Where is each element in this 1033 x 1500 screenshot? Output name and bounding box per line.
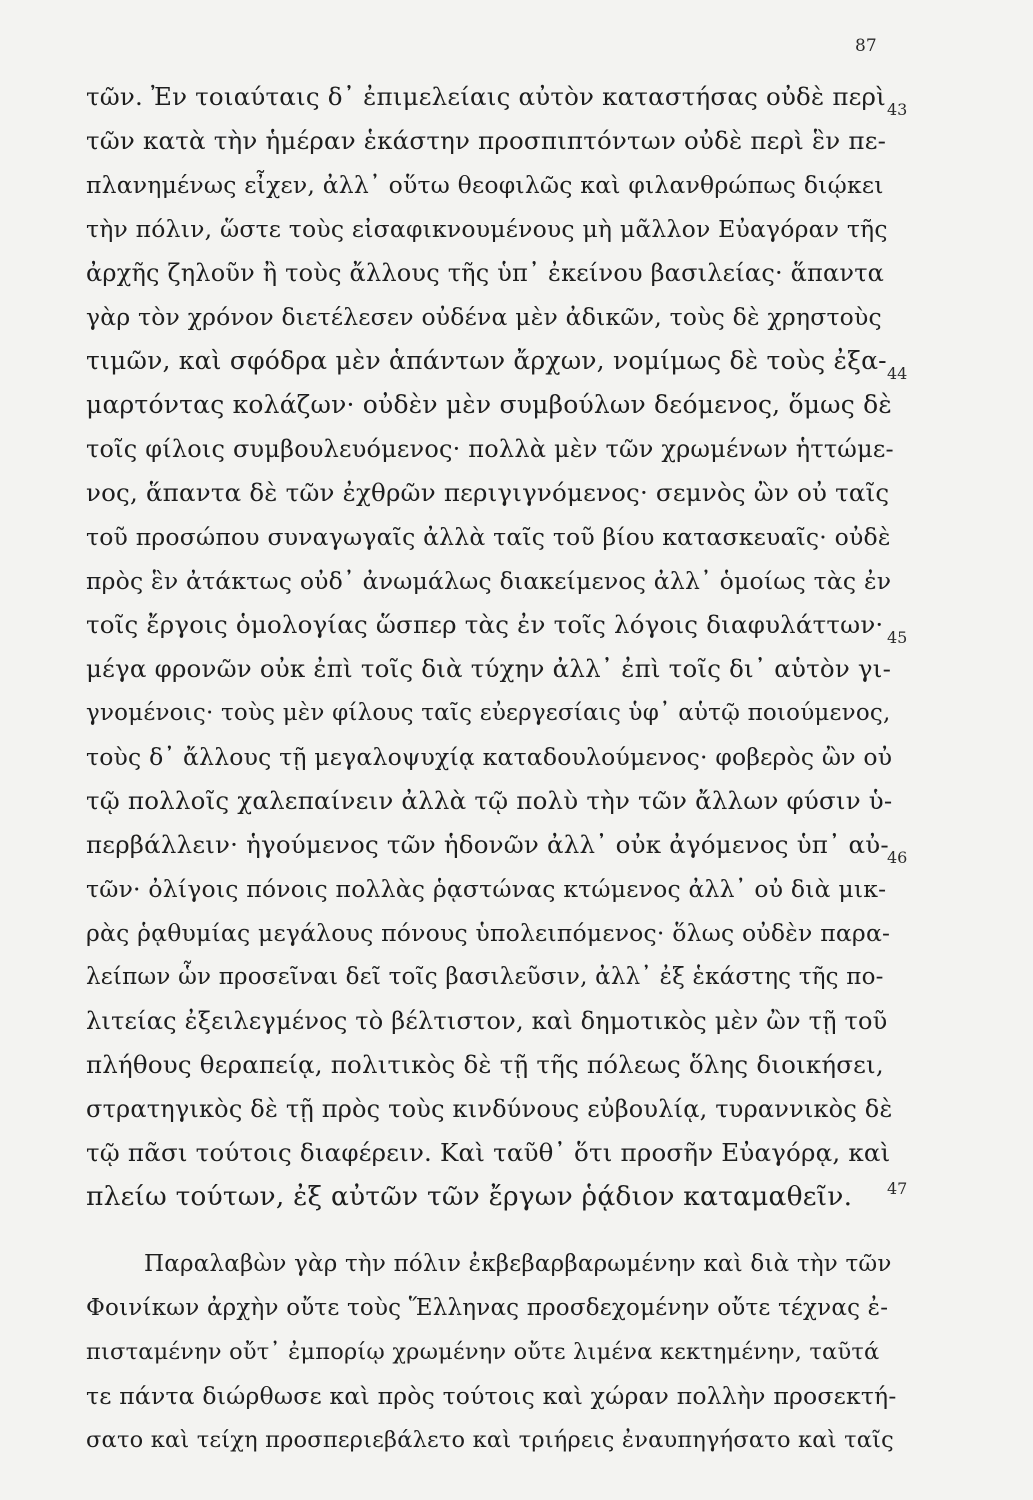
section-number: 44 xyxy=(887,364,908,383)
text-line: τῷ πᾶσι τούτοις διαφέρειν. Καὶ ταῦθ᾽ ὅτι προσῆν Εὐαγόρᾳ, καὶ xyxy=(86,1138,891,1167)
text-line: πλήθους θεραπείᾳ, πολιτικὸς δὲ τῇ τῆς πόλεως ὅλης διοικήσει, xyxy=(86,1050,884,1079)
text-line: γὰρ τὸν χρόνον διετέλεσεν οὐδένα μὲν ἀδικῶν, τοὺς δὲ χρηστοὺς xyxy=(86,303,882,331)
text-line: τὴν πόλιν, ὥστε τοὺς εἰσαφικνουμένους μὴ μᾶλλον Εὐαγόραν τῆς xyxy=(86,215,888,243)
text-line: λιτείας ἐξειλεγμένος τὸ βέλτιστον, καὶ δημοτικὸς μὲν ὢν τῇ τοῦ xyxy=(86,1007,888,1035)
text-line: τῶν. Ἐν τοιαύταις δ᾽ ἐπιμελείαις αὐτὸν καταστήσας οὐδὲ περὶ xyxy=(86,82,886,111)
text-line: γνομένοις· τοὺς μὲν φίλους ταῖς εὐεργεσίαις ὑφ᾽ αὑτῷ ποιούμενος, xyxy=(86,700,891,726)
text-line: μέγα φρονῶν οὐκ ἐπὶ τοῖς διὰ τύχην ἀλλ᾽ ἐπὶ τοῖς δι᾽ αὑτὸν γι- xyxy=(86,654,892,683)
page-number: 87 xyxy=(855,36,877,56)
text-line: νος, ἅπαντα δὲ τῶν ἐχθρῶν περιγιγνόμενος· σεμνὸς ὢν οὐ ταῖς xyxy=(86,478,890,507)
text-line: Φοινίκων ἀρχὴν οὔτε τοὺς Ἕλληνας προσδεχομένην οὔτε τέχνας ἐ- xyxy=(86,1295,889,1321)
section-number: 46 xyxy=(887,848,908,867)
text-line: μαρτόντας κολάζων· οὐδὲν μὲν συμβούλων δεόμενος, ὅμως δὲ xyxy=(86,390,892,419)
text-line: ρὰς ῥᾳθυμίας μεγάλους πόνους ὑπολειπόμενος· ὅλως οὐδὲν παρα- xyxy=(86,919,891,947)
text-line: τοῦ προσώπου συναγωγαῖς ἀλλὰ ταῖς τοῦ βίου κατασκευαῖς· οὐδὲ xyxy=(86,523,891,551)
text-line: πλανημένως εἶχεν, ἀλλ᾽ οὕτω θεοφιλῶς καὶ φιλανθρώπως διῴκει xyxy=(86,171,884,199)
text-line: τε πάντα διώρθωσε καὶ πρὸς τούτοις καὶ χώραν πολλὴν προσεκτή- xyxy=(86,1382,897,1410)
text-line: περβάλλειν· ἡγούμενος τῶν ἡδονῶν ἀλλ᾽ οὐκ ἀγόμενος ὑπ᾽ αὐ- xyxy=(86,830,889,859)
text-line: τῶν κατὰ τὴν ἡμέραν ἑκάστην προσπιπτόντων οὐδὲ περὶ ἓν πε- xyxy=(86,126,887,155)
text-line: σατο καὶ τείχη προσπεριεβάλετο καὶ τριήρεις ἐναυπηγήσατο καὶ ταῖς xyxy=(86,1427,894,1453)
text-line: τῷ πολλοῖς χαλεπαίνειν ἀλλὰ τῷ πολὺ τὴν τῶν ἄλλων φύσιν ὑ- xyxy=(86,786,893,815)
text-line: τοῖς ἔργοις ὁμολογίας ὥσπερ τὰς ἐν τοῖς λόγοις διαφυλάττων· xyxy=(86,610,884,639)
text-line: πρὸς ἓν ἀτάκτως οὐδ᾽ ἀνωμάλως διακείμενος ἀλλ᾽ ὁμοίως τὰς ἐν xyxy=(86,567,892,595)
text-line: Παραλαβὼν γὰρ τὴν πόλιν ἐκβεβαρβαρωμένην καὶ διὰ τὴν τῶν xyxy=(144,1251,892,1277)
section-number: 47 xyxy=(887,1179,908,1198)
section-number: 43 xyxy=(887,100,908,119)
text-line: τιμῶν, καὶ σφόδρα μὲν ἁπάντων ἄρχων, νομίμως δὲ τοὺς ἐξα- xyxy=(86,346,887,375)
text-line: πισταμένην οὔτ᾽ ἐμπορίῳ χρωμένην οὔτε λιμένα κεκτημένην, ταῦτά xyxy=(86,1339,880,1365)
section-number: 45 xyxy=(887,628,908,647)
text-line: λείπων ὧν προσεῖναι δεῖ τοῖς βασιλεῦσιν, ἀλλ᾽ ἐξ ἑκάστης τῆς πο- xyxy=(86,964,884,990)
text-line: τοῖς φίλοις συμβουλευόμενος· πολλὰ μὲν τῶν χρωμένων ἡττώμε- xyxy=(86,435,894,463)
text-line: τῶν· ὀλίγοις πόνοις πολλὰς ῥᾳστώνας κτώμενος ἀλλ᾽ οὐ διὰ μικ- xyxy=(86,875,887,903)
text-line: τοὺς δ᾽ ἄλλους τῇ μεγαλοψυχίᾳ καταδουλούμενος· φοβερὸς ὢν οὐ xyxy=(86,743,893,771)
text-line: ἀρχῆς ζηλοῦν ἢ τοὺς ἄλλους τῆς ὑπ᾽ ἐκείνου βασιλείας· ἅπαντα xyxy=(86,259,885,287)
text-line: στρατηγικὸς δὲ τῇ πρὸς τοὺς κινδύνους εὐβουλίᾳ, τυραννικὸς δὲ xyxy=(86,1095,893,1123)
text-line: πλείω τούτων, ἐξ αὐτῶν τῶν ἔργων ῥᾴδιον καταμαθεῖν. xyxy=(86,1181,853,1212)
